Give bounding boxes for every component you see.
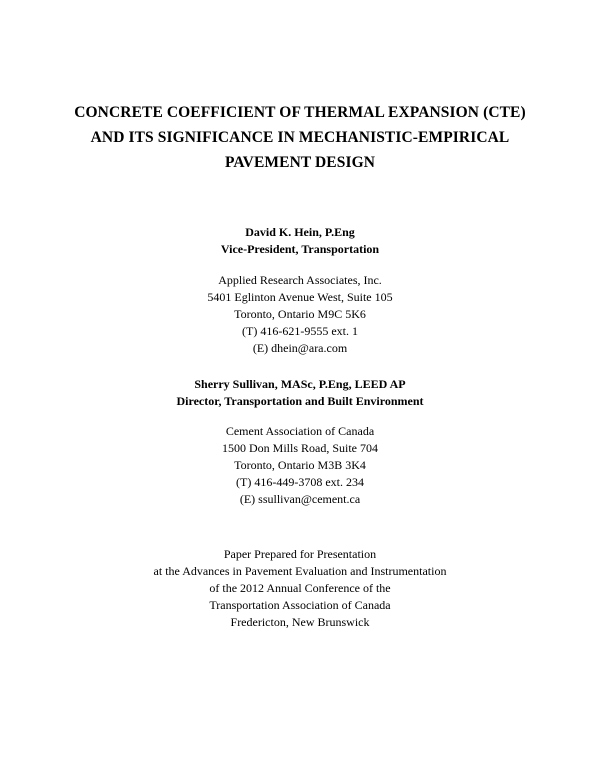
author2-heading: [40, 376, 560, 410]
author1-email[interactable]: (E) dhein@ara.com: [252, 341, 348, 355]
author2-address2: Toronto, Ontario M3B 3K4: [234, 458, 366, 472]
presentation-line: of the 2012 Annual Conference of the: [209, 581, 391, 595]
author1-contact: [40, 272, 560, 357]
presentation-line: Fredericton, New Brunswick: [230, 615, 370, 629]
title-line: CONCRETE COEFFICIENT OF THERMAL EXPANSION (CTE): [74, 104, 526, 121]
title-line: AND ITS SIGNIFICANCE IN MECHANISTIC-EMPIRICAL: [90, 129, 510, 146]
author1-organization: Applied Research Associates, Inc.: [218, 273, 382, 287]
author1-role: Vice-President, Transportation: [220, 242, 380, 256]
paper-title: [40, 100, 560, 175]
presentation-note: [40, 546, 560, 631]
author1-phone: (T) 416-621-9555 ext. 1: [242, 324, 358, 338]
author1-address1: 5401 Eglinton Avenue West, Suite 105: [207, 290, 393, 304]
author2-organization: Cement Association of Canada: [225, 424, 375, 438]
author2-email[interactable]: (E) ssullivan@cement.ca: [239, 492, 361, 506]
author2-contact: [40, 423, 560, 508]
presentation-line: at the Advances in Pavement Evaluation and Instrumentation: [153, 564, 447, 578]
author2-role: Director, Transportation and Built Environment: [176, 394, 424, 408]
author2-phone: (T) 416-449-3708 ext. 234: [236, 475, 364, 489]
title-line: PAVEMENT DESIGN: [224, 154, 376, 171]
presentation-line: Paper Prepared for Presentation: [223, 547, 377, 561]
author1-name: David K. Hein, P.Eng: [245, 225, 355, 239]
author2-name: Sherry Sullivan, MASc, P.Eng, LEED AP: [194, 377, 406, 391]
author2-address1: 1500 Don Mills Road, Suite 704: [221, 441, 378, 455]
presentation-line: Transportation Association of Canada: [209, 598, 391, 612]
author1-heading: [40, 224, 560, 258]
author1-address2: Toronto, Ontario M9C 5K6: [234, 307, 366, 321]
